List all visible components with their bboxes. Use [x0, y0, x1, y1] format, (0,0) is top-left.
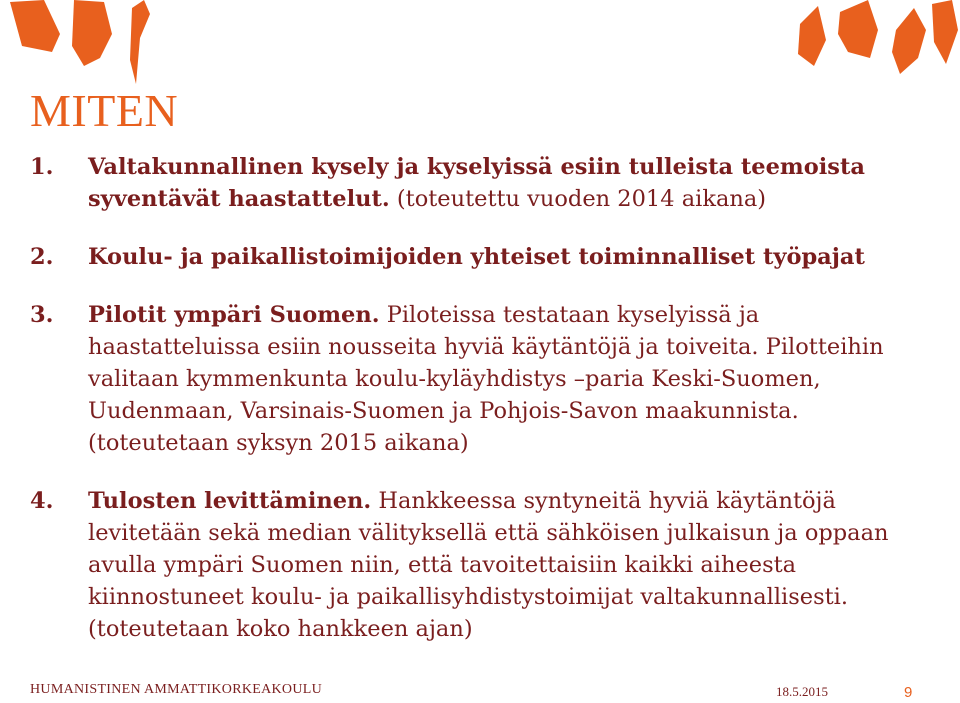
brushstroke-right-1 — [798, 6, 826, 66]
list-item-heading: Tulosten levittäminen. — [88, 488, 372, 514]
list-item-heading: Pilotit ympäri Suomen. — [88, 302, 380, 328]
brushstroke-right-4 — [932, 0, 958, 64]
list-item-text: (toteutettu vuoden 2014 aikana) — [389, 186, 767, 212]
method-list — [30, 151, 910, 645]
list-item-heading: Koulu- ja paikallistoimijoiden yhteiset toiminnalliset työpajat — [88, 244, 865, 270]
page-number: 9 — [904, 684, 913, 701]
slide-title: MITEN — [30, 85, 179, 136]
list-item-3 — [30, 299, 910, 459]
list-item-2 — [30, 241, 910, 273]
footer-date: 18.5.2015 — [776, 684, 828, 699]
list-item-heading: Valtakunnallinen kysely ja kyselyissä esiin tulleista teemoista syventävät haastattelut. — [88, 154, 865, 212]
brushstroke-left-3 — [130, 0, 150, 84]
brushstroke-right-2 — [838, 0, 878, 58]
list-number: 2. — [30, 244, 54, 270]
footer-institution: HUMANISTINEN AMMATTIKORKEAKOULU — [30, 682, 323, 697]
list-item-text: Piloteissa testataan kyselyissä ja haastatteluissa esiin nousseita hyviä käytäntöjä ja toiveita. Pilotteihin valitaan kymmenkunta koulu-kyläyhdistys –paria Keski-Suomen, Uudenmaan, Varsinais-Suomen ja Pohjois-Savon maakunnista. (toteutetaan syksyn 2015 aikana) — [88, 302, 884, 456]
brushstroke-left-2 — [72, 0, 112, 66]
list-item-4 — [30, 485, 910, 645]
brushstroke-right-3 — [892, 8, 926, 74]
list-item-1 — [30, 151, 910, 215]
list-number: 4. — [30, 488, 54, 514]
list-item-text: Hankkeessa syntyneitä hyviä käytäntöjä levitetään sekä median välityksellä että sähköisen julkaisun ja oppaan avulla ympäri Suomen niin, että tavoitettaisiin kaikki aiheesta kiinnostuneet koulu- ja paikallisyhdistystoimijat valtakunnallisesti. (toteutetaan koko hankkeen ajan) — [88, 488, 889, 642]
list-number: 3. — [30, 302, 54, 328]
list-number: 1. — [30, 154, 54, 180]
brushstroke-left-1 — [10, 0, 60, 52]
